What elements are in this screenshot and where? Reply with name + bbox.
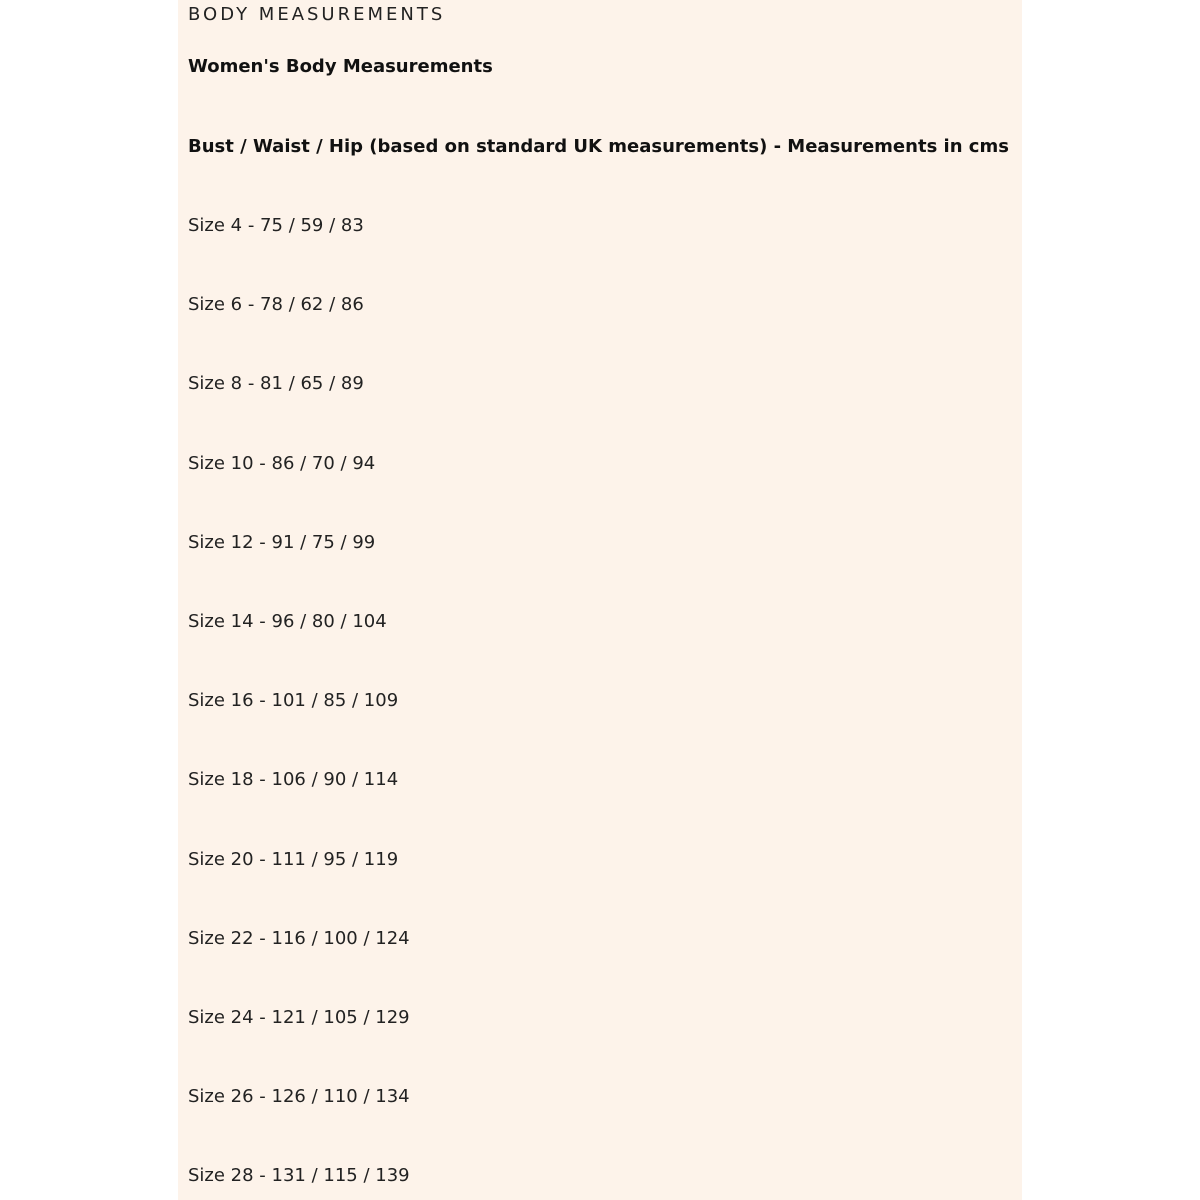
size-list: [188, 214, 410, 1200]
size-row: Size 14 - 96 / 80 / 104: [188, 610, 387, 632]
size-row: Size 10 - 86 / 70 / 94: [188, 452, 376, 474]
size-row: Size 24 - 121 / 105 / 129: [188, 1006, 410, 1028]
size-row: Size 8 - 81 / 65 / 89: [188, 373, 364, 395]
measurements-panel: [178, 0, 1022, 1200]
section-title: BODY MEASUREMENTS: [188, 4, 446, 25]
size-row: Size 18 - 106 / 90 / 114: [188, 769, 399, 791]
size-row: Size 4 - 75 / 59 / 83: [188, 215, 364, 236]
size-row: Size 26 - 126 / 110 / 134: [188, 1086, 410, 1108]
size-row: Size 28 - 131 / 115 / 139: [188, 1165, 410, 1187]
size-row: Size 16 - 101 / 85 / 109: [188, 690, 399, 712]
size-row: Size 12 - 91 / 75 / 99: [188, 531, 376, 553]
subtitle: Women's Body Measurements: [188, 56, 493, 77]
size-row: Size 20 - 111 / 95 / 119: [188, 848, 399, 870]
size-row: Size 6 - 78 / 62 / 86: [188, 294, 364, 316]
size-row: Size 22 - 116 / 100 / 124: [188, 927, 410, 949]
measurement-description: Bust / Waist / Hip (based on standard UK measurements) - Measurements in cms: [188, 136, 1009, 157]
